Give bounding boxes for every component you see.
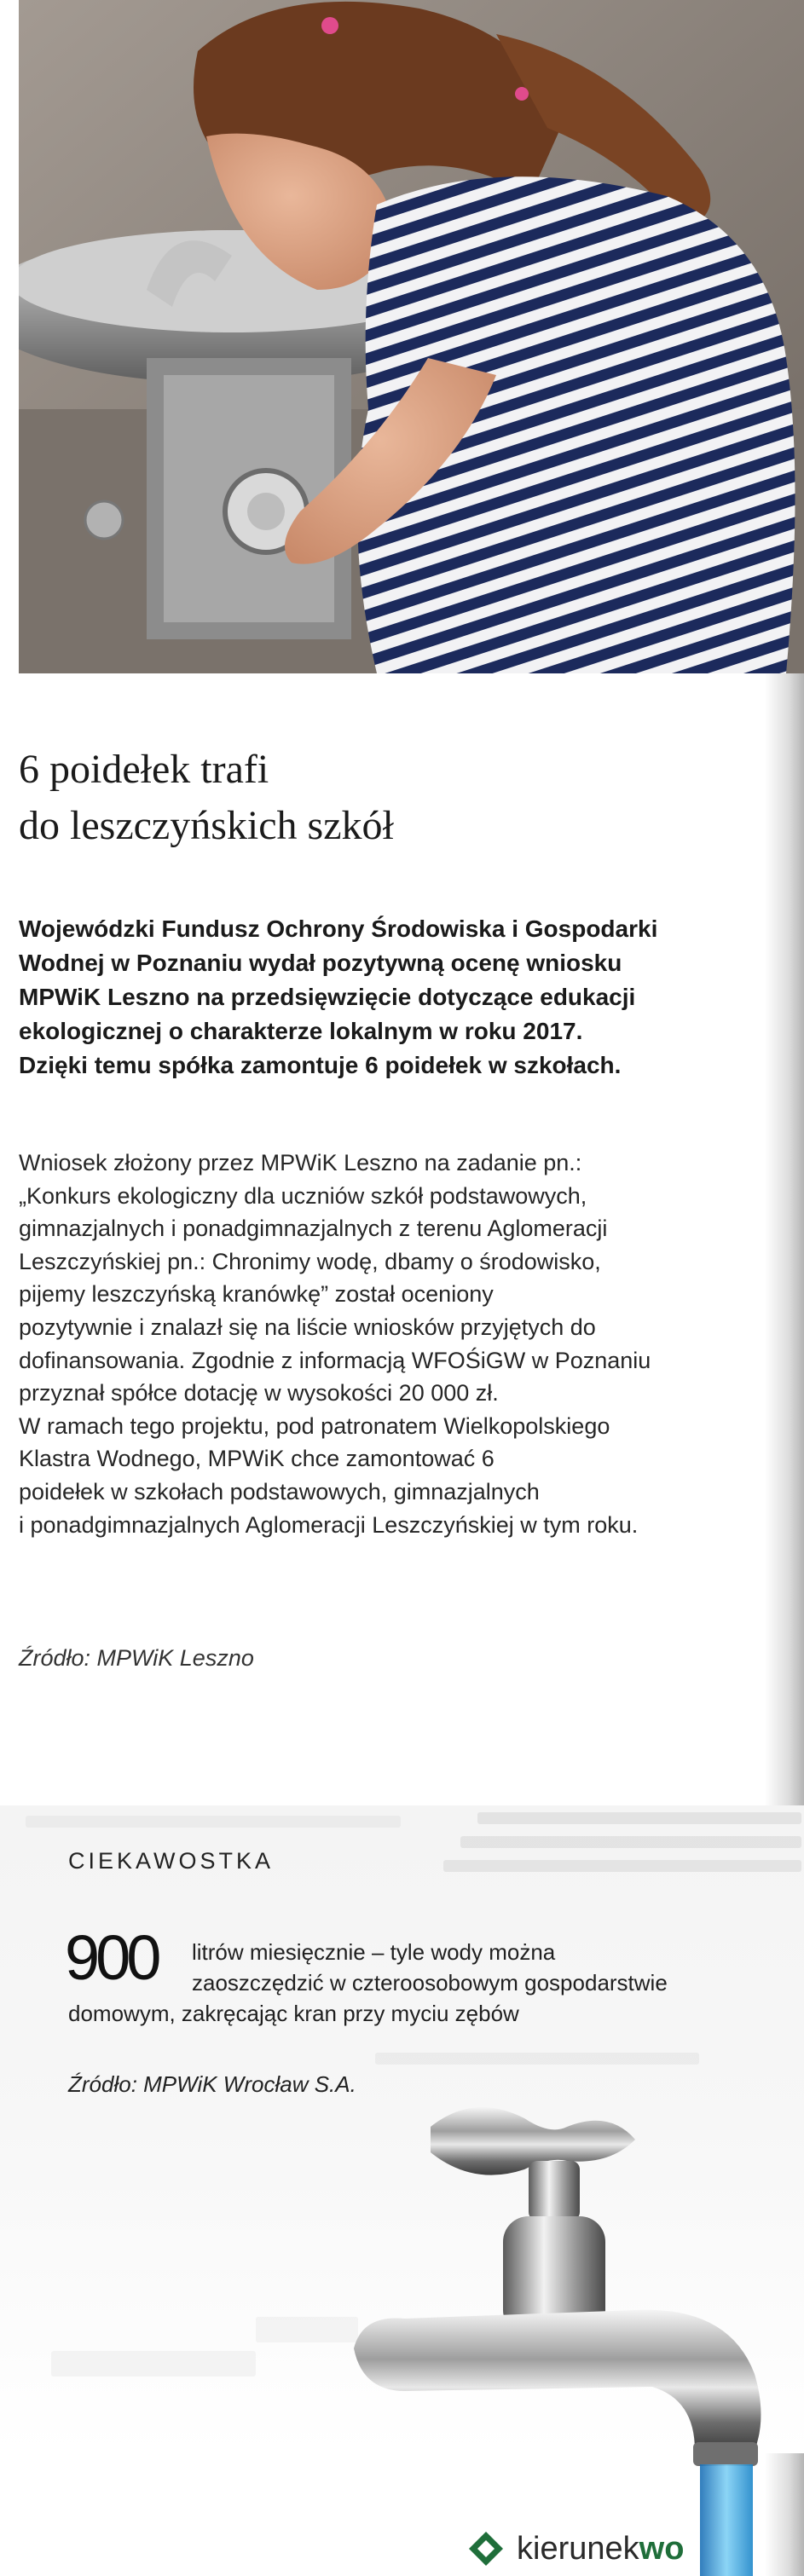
article-title-line: do leszczyńskich szkół <box>19 803 394 848</box>
body-line: W ramach tego projektu, pod patronatem Wielkopolskiego <box>19 1412 610 1439</box>
lead-line: Wodnej w Poznaniu wydał pozytywną ocenę wniosku <box>19 950 622 976</box>
fact-text-line: litrów miesięcznie – tyle wody można <box>192 1939 556 1965</box>
lead-line: ekologicznej o charakterze lokalnym w roku 2017. <box>19 1018 583 1044</box>
body-line: przyznał spółce dotację w wysokości 20 000 zł. <box>19 1380 499 1406</box>
fact-box-number: 900 <box>65 1922 158 1993</box>
body-line: Leszczyńskiej pn.: Chronimy wodę, dbamy o środowisko, <box>19 1248 601 1274</box>
logo-text-part2: wo <box>639 2530 685 2567</box>
article-source: Źródło: MPWiK Leszno <box>19 1645 254 1671</box>
diamond-logo-icon <box>467 2530 505 2567</box>
logo-text <box>517 2531 684 2567</box>
body-line: pijemy leszczyńską kranówkę” został oceniony <box>19 1281 494 1308</box>
water-tap-illustration <box>354 2093 804 2576</box>
fact-box-label: CIEKAWOSTKA <box>68 1848 275 1874</box>
body-line: pozytywnie i znalazł się na liście wniosków przyjętych do <box>19 1314 596 1340</box>
body-line: i ponadgimnazjalnych Aglomeracji Leszczyńskiej w tym roku. <box>19 1511 639 1538</box>
body-line: dofinansowania. Zgodnie z informacją WFOŚiGW w Poznaniu <box>19 1347 651 1373</box>
body-line: „Konkurs ekologiczny dla uczniów szkół podstawowych, <box>19 1182 587 1209</box>
kierunek-woda-logo <box>467 2521 684 2576</box>
article-body <box>19 1146 795 1541</box>
article-lead <box>19 912 790 1083</box>
article-title-line: 6 poidełek trafi <box>19 747 269 792</box>
article-title <box>19 742 769 854</box>
body-line: Klastra Wodnego, MPWiK chce zamontować 6 <box>19 1446 495 1472</box>
fact-text-line: zaoszczędzić w czteroosobowym gospodarstwie <box>192 1970 668 1996</box>
article-photo <box>19 0 804 673</box>
fact-box-text <box>68 1937 733 2029</box>
body-line: Wniosek złożony przez MPWiK Leszno na zadanie pn.: <box>19 1150 582 1175</box>
body-line: gimnazjalnych i ponadgimnazjalnych z terenu Aglomeracji <box>19 1216 608 1242</box>
body-line: poidełek w szkołach podstawowych, gimnazjalnych <box>19 1478 540 1505</box>
fact-text-line: domowym, zakręcając kran przy myciu zębów <box>68 2001 519 2026</box>
lead-line: Wojewódzki Fundusz Ochrony Środowiska i Gospodarki <box>19 915 658 942</box>
lead-line: MPWiK Leszno na przedsięwzięcie dotyczące edukacji <box>19 984 636 1010</box>
fact-box-source: Źródło: MPWiK Wrocław S.A. <box>68 2071 356 2097</box>
logo-text-part1: kierunek <box>517 2530 639 2567</box>
lead-line: Dzięki temu spółka zamontuje 6 poidełek w szkołach. <box>19 1052 622 1078</box>
